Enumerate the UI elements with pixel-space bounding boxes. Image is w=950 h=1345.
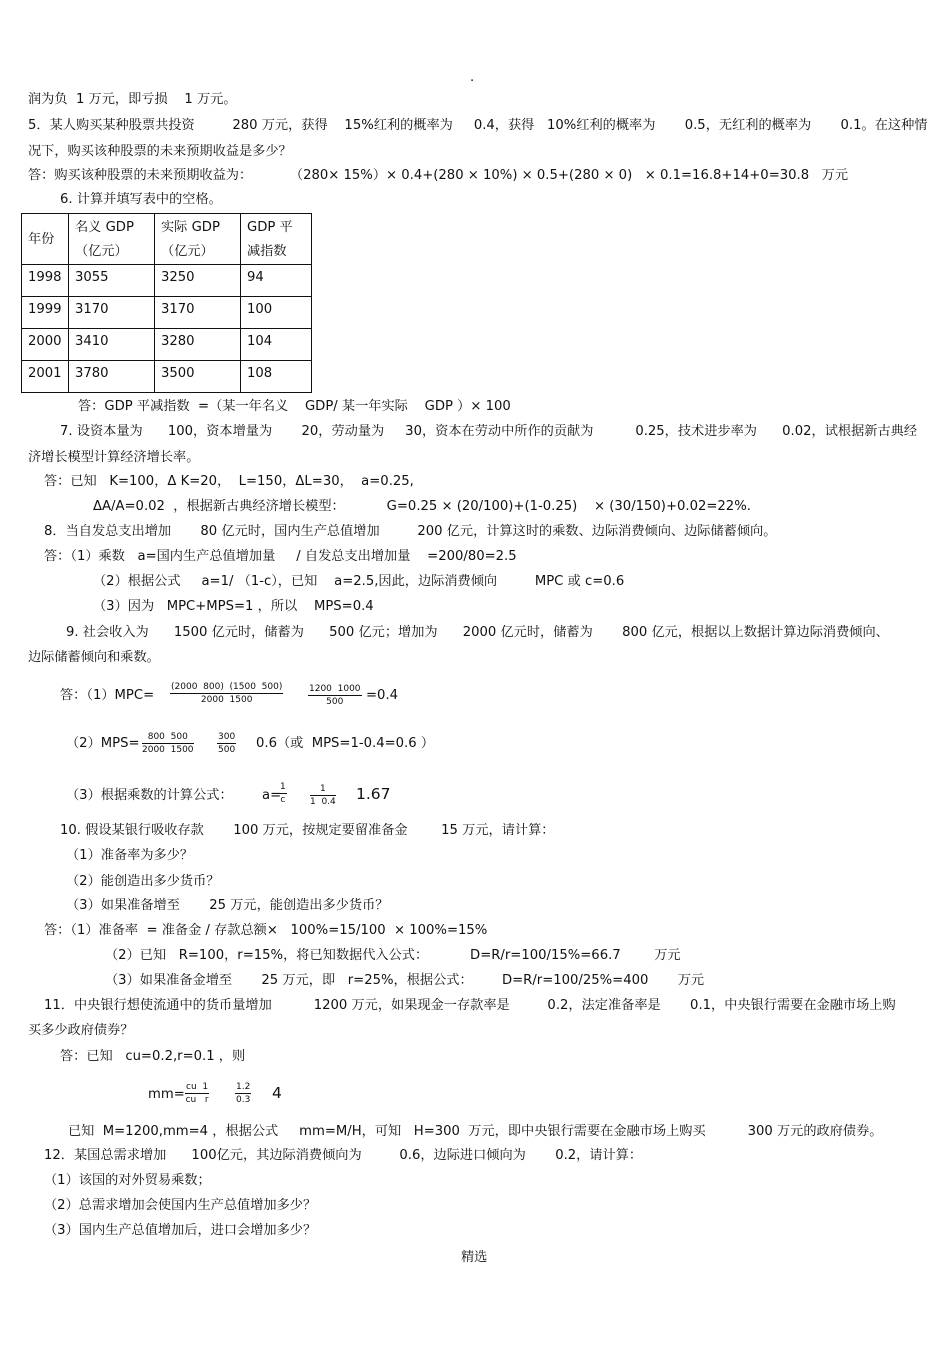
table-row [22,361,312,393]
cell-deflator: 104 [241,329,312,361]
text-line: 润为负 1 万元，即亏损 1 万元。 [28,92,237,107]
mps-label: （2）MPS= [66,736,140,751]
cell-year: 1998 [22,265,69,297]
mps-fraction: $\frac{300}{500}$ [218,732,236,755]
question-9: 9. 社会收入为 1500 亿元时，储蓄为 500 亿元；增加为 2000 亿元时，储蓄为 800 亿元，根据以上数据计算边际消费倾向、 [66,625,889,640]
text-line: （2）总需求增加会使国内生产总值增加多少？ [44,1198,317,1213]
question-7: 7. 设资本量为 100，资本增量为 20，劳动量为 30，资本在劳动中所作的贡献为 0.25，技术进步率为 0.02，试根据新古典经 [60,424,918,439]
text-line: 况下，购买该种股票的未来预期收益是多少？ [28,144,292,159]
table-header-row [22,214,312,265]
question-12: 12．某国总需求增加 100亿元，其边际消费倾向为 0.6，边际进口倾向为 0.2，请计算： [44,1148,643,1163]
cell-deflator: 108 [241,361,312,393]
answer-10: 答：（1）准备率 = 准备金 / 存款总额× 100%=15/100 × 100%=15% [44,923,488,938]
mpc-label: 答：（1）MPC= [60,688,155,703]
table-row [22,265,312,297]
mm-label: mm= [148,1087,185,1102]
gdp-table [21,213,312,393]
cell-year: 1999 [22,297,69,329]
header-nominal-gdp: 名义 GDP （亿元） [69,214,155,265]
header-real-gdp: 实际 GDP （亿元） [155,214,241,265]
text-line: ΔA/A=0.02 ，根据新古典经济增长模型： G=0.25 × (20/100)+(1-0.25) × (30/150)+0.02=22%. [93,499,751,514]
cell-deflator: 94 [241,265,312,297]
text-line: （2）根据公式 a=1/ （1-c），已知 a=2.5,因此，边际消费倾向 MPC 或 c=0.6 [93,574,625,589]
mm-fraction: $\frac{1.2}{0.3}$ [236,1082,251,1105]
multiplier-fraction: $\frac{1}{1 0.4}$ [310,784,336,807]
mps-result: 0.6（或 MPS=1-0.4=0.6 ） [256,736,435,751]
text-line: （1）该国的对外贸易乘数； [44,1173,211,1188]
mpc-result: =0.4 [366,688,399,703]
text-line: （3）国内生产总值增加后，进口会增加多少？ [44,1223,317,1238]
answer-5: 答：购买该种股票的未来预期收益为： （280× 15%）× 0.4+(280 × 10%) × 0.5+(280 × 0) × 0.1=16.8+14+0=30.8 万元 [28,168,849,183]
question-11: 11．中央银行想使流通中的货币量增加 1200 万元，如果现金一存款率是 0.2，法定准备率是 0.1，中央银行需要在金融市场上购 [44,998,896,1013]
text-line: （3）如果准备金增至 25 万元，即 r=25%，根据公式： D=R/r=100/25%=400 万元 [105,973,705,988]
text-line: （3）如果准备增至 25 万元，能创造出多少货币？ [66,898,389,913]
cell-nominal: 3780 [69,361,155,393]
cell-nominal: 3055 [69,265,155,297]
question-6: 6. 计算并填写表中的空格。 [60,192,222,207]
mpc-fraction: $\frac{1200 1000}{500}$ [309,684,361,707]
mm-result: 4 [272,1084,282,1102]
cell-year: 2000 [22,329,69,361]
text-line: （3）因为 MPC+MPS=1 ，所以 MPS=0.4 [93,599,374,614]
multiplier-fraction: $\frac{1}{c}$ [280,782,286,805]
text-line: （1）准备率为多少？ [66,848,194,863]
header-year: 年份 [22,214,69,265]
multiplier-result: 1.67 [356,785,391,803]
answer-8: 答：（1）乘数 a=国内生产总值增加量 / 自发总支出增加量 =200/80=2.5 [44,549,517,564]
text-line: 济增长模型计算经济增长率。 [28,450,200,465]
table-row [22,297,312,329]
answer-11: 答：已知 cu=0.2,r=0.1 ，则 [60,1049,246,1064]
table-row [22,329,312,361]
header-gdp-deflator: GDP 平 减指数 [241,214,312,265]
cell-year: 2001 [22,361,69,393]
question-8: 8．当自发总支出增加 80 亿元时，国内生产总值增加 200 亿元，计算这时的乘数、边际消费倾向、边际储蓄倾向。 [44,524,777,539]
text-line: （2）已知 R=100，r=15%，将已知数据代入公式： D=R/r=100/15%=66.7 万元 [105,948,681,963]
text-line: 边际储蓄倾向和乘数。 [28,650,160,665]
cell-real: 3500 [155,361,241,393]
mps-fraction: $\frac{800 500}{2000 1500}$ [142,732,194,755]
cell-nominal: 3410 [69,329,155,361]
answer-7: 答：已知 K=100，Δ K=20， L=150，ΔL=30， a=0.25, [44,474,414,489]
question-10: 10. 假设某银行吸收存款 100 万元，按规定要留准备金 15 万元，请计算： [60,823,555,838]
mpc-fraction: $\frac{(2000 800) (1500 500)}{2000 1500}$ [171,682,283,705]
question-5: 5．某人购买某种股票共投资 280 万元，获得 15%红利的概率为 0.4，获得 10%红利的概率为 0.5，无红利的概率为 0.1。在这种情 [28,118,928,133]
top-dot: . [470,70,475,85]
cell-nominal: 3170 [69,297,155,329]
cell-deflator: 100 [241,297,312,329]
mm-fraction: $\frac{cu 1}{\text{cu r}}$ [185,1082,209,1105]
answer-6: 答：GDP 平减指数 =（某一年名义 GDP/ 某一年实际 GDP ）× 100 [78,399,511,414]
cell-real: 3280 [155,329,241,361]
text-line: （2）能创造出多少货币？ [66,874,220,889]
page-footer: 精选 [461,1250,488,1265]
multiplier-label: （3）根据乘数的计算公式： a= [66,788,282,803]
cell-real: 3250 [155,265,241,297]
text-line: 已知 M=1200,mm=4 ，根据公式 mm=M/H，可知 H=300 万元，即中央银行需要在金融市场上购买 300 万元的政府债券。 [68,1124,883,1139]
text-line: 买多少政府债券？ [28,1023,134,1038]
cell-real: 3170 [155,297,241,329]
